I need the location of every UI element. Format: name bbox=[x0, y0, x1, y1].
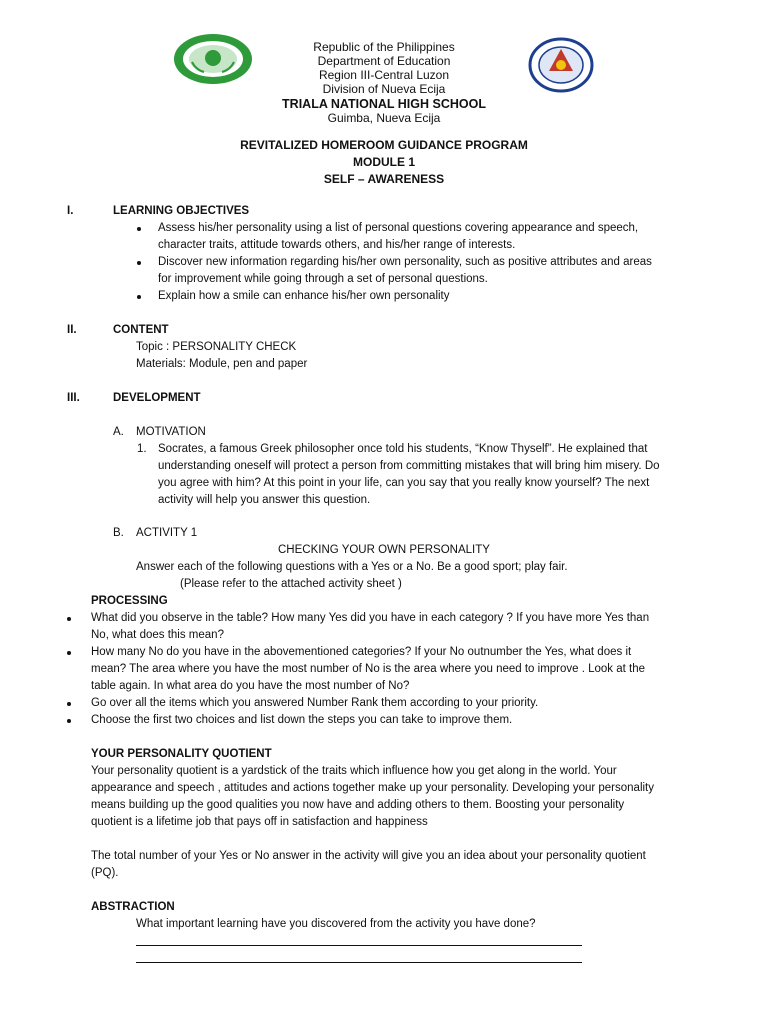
section-title: DEVELOPMENT bbox=[113, 392, 201, 404]
processing-line: No, what does this mean? bbox=[91, 629, 224, 641]
subsection-title: ACTIVITY 1 bbox=[136, 527, 198, 539]
objective-line: Assess his/her personality using a list of personal questions covering appearance and speech, bbox=[158, 222, 639, 234]
section-title: LEARNING OBJECTIVES bbox=[113, 205, 250, 217]
motivation-line: you agree with him? At this point in your life, can you say that you really know yourself? The next bbox=[158, 477, 650, 489]
motivation-line: Socrates, a famous Greek philosopher once told his students, “Know Thyself”. He explained that bbox=[158, 443, 648, 455]
processing-line: What did you observe in the table? How many Yes did you have in each category ? If you have more Yes than bbox=[91, 612, 650, 624]
section-number: II. bbox=[67, 324, 77, 336]
pq-line: means building up the good qualities you now have and adding others to them. Boosting your personality bbox=[91, 799, 625, 811]
bullet-icon bbox=[67, 617, 71, 621]
objective-line: Discover new information regarding his/her own personality, such as positive attributes and areas bbox=[158, 256, 652, 268]
header-division: Division of Nueva Ecija bbox=[322, 82, 446, 96]
subsection-letter: B. bbox=[113, 527, 124, 539]
subsection-title: MOTIVATION bbox=[136, 426, 206, 438]
bullet-icon bbox=[67, 651, 71, 655]
bullet-icon bbox=[67, 719, 71, 723]
processing-line: table again. In what area do you have the most number of No? bbox=[91, 680, 410, 692]
objective-line: for improvement while going through a set of personal questions. bbox=[158, 273, 488, 285]
header-region: Region III-Central Luzon bbox=[318, 68, 450, 82]
answer-line[interactable] bbox=[136, 945, 582, 946]
header-republic: Republic of the Philippines bbox=[313, 40, 455, 54]
processing-line: Go over all the items which you answered Number Rank them according to your priority. bbox=[91, 697, 539, 709]
section-number: III. bbox=[67, 392, 80, 404]
pq-line: The total number of your Yes or No answer in the activity will give you an idea about your personality quotient bbox=[91, 850, 646, 862]
module-title: MODULE 1 bbox=[352, 155, 415, 169]
processing-line: mean? The area where you have the most number of No is the area where you need to improve . Look at the bbox=[91, 663, 646, 675]
header-department: Department of Education bbox=[317, 54, 451, 68]
activity-note: (Please refer to the attached activity sheet ) bbox=[180, 578, 402, 590]
bullet-icon bbox=[67, 702, 71, 706]
bullet-icon bbox=[137, 261, 141, 265]
pq-line: (PQ). bbox=[91, 867, 119, 879]
pq-line: Your personality quotient is a yardstick of the traits which influence how you get along in the world. Your bbox=[91, 765, 617, 777]
abstraction-question: What important learning have you discovered from the activity you have done? bbox=[136, 918, 536, 930]
subsection-letter: A. bbox=[113, 426, 124, 438]
objective-line: Explain how a smile can enhance his/her own personality bbox=[158, 290, 450, 302]
pq-line: appearance and speech , attitudes and actions together make up your personality. Developing your personality bbox=[91, 782, 655, 794]
processing-title: PROCESSING bbox=[91, 595, 168, 607]
pq-title: YOUR PERSONALITY QUOTIENT bbox=[91, 748, 272, 760]
program-title: REVITALIZED HOMEROOM GUIDANCE PROGRAM bbox=[240, 138, 528, 152]
activity-instruction: Answer each of the following questions with a Yes or a No. Be a good sport; play fair. bbox=[136, 561, 568, 573]
bullet-icon bbox=[137, 295, 141, 299]
pq-line: quotient is a lifetime job that pays off in satisfaction and happiness bbox=[91, 816, 428, 828]
list-number: 1. bbox=[137, 443, 147, 455]
header-school-name: TRIALA NATIONAL HIGH SCHOOL bbox=[282, 97, 486, 111]
answer-line[interactable] bbox=[136, 962, 582, 963]
motivation-line: activity will help you answer this question. bbox=[158, 494, 371, 506]
bullet-icon bbox=[137, 227, 141, 231]
topic-title: SELF – AWARENESS bbox=[323, 172, 445, 186]
abstraction-title: ABSTRACTION bbox=[91, 901, 175, 913]
processing-line: Choose the first two choices and list down the steps you can take to improve them. bbox=[91, 714, 513, 726]
content-topic: Topic : PERSONALITY CHECK bbox=[136, 341, 297, 353]
header-school-location: Guimba, Nueva Ecija bbox=[327, 111, 441, 125]
objective-line: character traits, attitude towards others, and his/her range of interests. bbox=[158, 239, 516, 251]
section-title: CONTENT bbox=[113, 324, 169, 336]
processing-line: How many No do you have in the abovementioned categories? If your No outnumber the Yes, what does it bbox=[91, 646, 632, 658]
activity-heading: CHECKING YOUR OWN PERSONALITY bbox=[278, 544, 490, 556]
motivation-line: understanding oneself will protect a person from committing mistakes that will bring him misery. Do bbox=[158, 460, 660, 472]
section-number: I. bbox=[67, 205, 74, 217]
content-materials: Materials: Module, pen and paper bbox=[136, 358, 308, 370]
